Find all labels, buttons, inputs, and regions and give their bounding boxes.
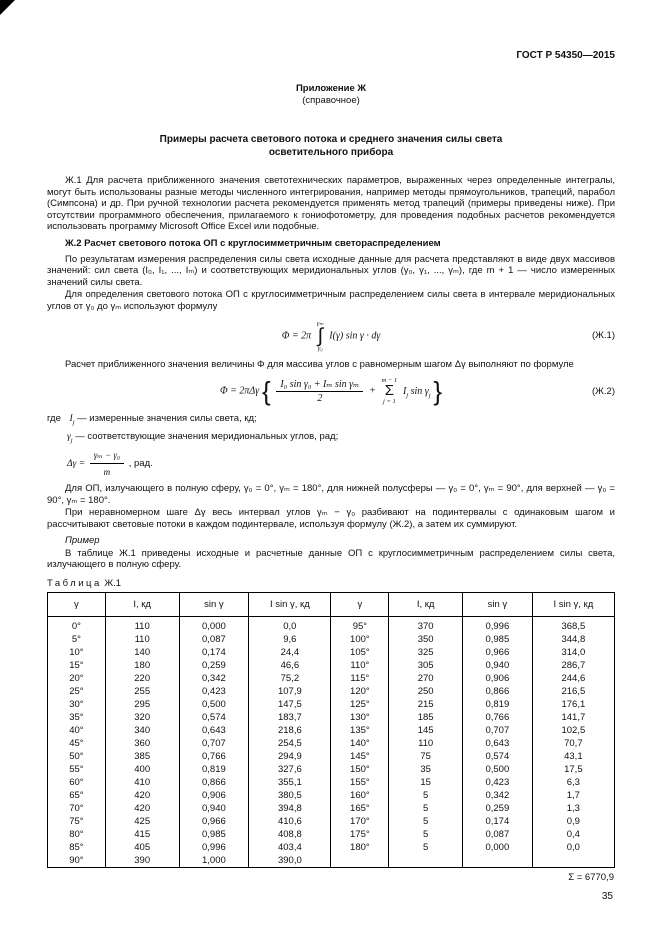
symbol-ij: $I_j$	[69, 414, 75, 427]
table-body	[48, 617, 615, 868]
equation-label-zh2: (Ж.2)	[591, 385, 615, 397]
table-cell: 141,7	[532, 711, 614, 724]
table-cell: 1,3	[532, 802, 614, 815]
example-label: Пример	[65, 535, 100, 547]
table-cell: 0,0	[532, 841, 614, 854]
table-cell: 0,423	[179, 685, 249, 698]
table-cell	[389, 854, 463, 868]
table-cell: 0,866	[179, 776, 249, 789]
table-cell: 0,087	[179, 633, 249, 646]
fraction-numerator: I₀ sin γ₀ + Iₘ sin γₘ	[276, 379, 363, 392]
table-row	[48, 672, 615, 685]
table-cell: 270	[389, 672, 463, 685]
table-cell: 0,259	[463, 802, 533, 815]
table-cell: 176,1	[532, 698, 614, 711]
table-cell: 0,259	[179, 659, 249, 672]
table-cell: 320	[105, 711, 179, 724]
table-cell: 286,7	[532, 659, 614, 672]
sum-body-sub2: j	[428, 391, 431, 399]
table-cell: 403,4	[249, 841, 331, 854]
where-lead: где	[47, 413, 61, 425]
table-cell: 254,5	[249, 737, 331, 750]
table-cell: 0,342	[463, 789, 533, 802]
paragraph-zh1: Ж.1 Для расчета приближенного значения светотехнических параметров, выраженных через определенные интегралы, могут быть использованы разные методы численного интегрирования, например методы прямоугольников, трапеций, парабол (Симпсона) и др. При ручной технологии расчета рекомендуется применять метод трапеций (примеры приведены ниже). При отсутствии программного обеспечения, прилагаемого к гониофотометру, для проведения подобных расчетов рекомендуется использовать программу Microsoft Office Excel или подобные.	[47, 175, 615, 233]
formula-prefix: Φ = 2π	[281, 330, 312, 342]
table-cell: 314,0	[532, 646, 614, 659]
table-cell: 65°	[69, 790, 84, 802]
table-cell: 1,7	[532, 789, 614, 802]
paragraph-table-intro: В таблице Ж.1 приведены исходные и расчетные данные ОП с круглосимметричным распределением силы света, излучающего в полную сферу.	[47, 547, 615, 571]
table-cell	[463, 854, 533, 868]
table-cell: 344,8	[532, 633, 614, 646]
paragraph-sphere: Для ОП, излучающего в полную сферу, γ₀ = 0°, γₘ = 180°, для нижней полусферы — γ₀ = 0°, γₘ = 90°, для верхней — γ₀ = 90°, γₘ = 180°.	[47, 482, 615, 506]
table-cell: 110°	[331, 659, 389, 672]
page-title	[47, 133, 615, 159]
table-cell: 15°	[69, 660, 84, 672]
table-cell: 30°	[69, 699, 84, 711]
table-cell: 0,766	[179, 750, 249, 763]
table-cell: 327,6	[249, 763, 331, 776]
table-cell: 5°	[71, 634, 81, 646]
table-cell: 75°	[69, 816, 84, 828]
table-cell: 390,0	[249, 854, 331, 868]
table-cell: 325	[389, 646, 463, 659]
table-row	[48, 815, 615, 828]
table-row	[48, 633, 615, 646]
where-line-3	[47, 448, 615, 479]
delta-gamma-fraction: $\frac{\text{γₘ − γ₀}}{m}$	[90, 448, 124, 479]
table-cell: 165°	[331, 802, 389, 815]
table-cell: 10°	[69, 647, 84, 659]
table-cell: 250	[389, 685, 463, 698]
table-cell: 175°	[331, 828, 389, 841]
where-def-3: , рад.	[128, 457, 153, 469]
table-cell: 115°	[331, 672, 389, 685]
table-cell: 350	[389, 633, 463, 646]
table-cell: 0,423	[463, 776, 533, 789]
plus-sign: +	[369, 385, 376, 397]
table-cell: 0,985	[179, 828, 249, 841]
table-row	[48, 711, 615, 724]
data-table	[47, 592, 615, 868]
table-row	[48, 828, 615, 841]
sum-lower-limit: j = 1	[383, 398, 396, 406]
table-cell: 70,7	[532, 737, 614, 750]
integral-upper-limit: γₘ	[316, 319, 324, 327]
table-header-cell: I, кд	[389, 593, 463, 617]
table-cell: 0,966	[179, 815, 249, 828]
table-cell: 0,643	[463, 737, 533, 750]
table-cell: 380,5	[249, 789, 331, 802]
sum-body	[403, 386, 431, 397]
fraction	[276, 379, 363, 404]
table-cell: 110	[389, 737, 463, 750]
page-number: 35	[601, 891, 613, 903]
paragraph-uneven: При неравномерном шаге Δγ весь интервал углов γₘ − γ₀ разбивают на подинтервалы с одинаковым шагом и рассчитывают световые потоки в каждом подинтервале, используя формулу (Ж.2), а затем их суммируют.	[47, 507, 615, 530]
table-cell: 20°	[69, 673, 84, 685]
table-cell: 145	[389, 724, 463, 737]
table-cell: 0,643	[179, 724, 249, 737]
table-cell: 0,174	[179, 646, 249, 659]
table-cell: 55°	[69, 764, 84, 776]
table-cell: 0,985	[463, 633, 533, 646]
table-cell: 0,574	[463, 750, 533, 763]
table-cell: 0,500	[463, 763, 533, 776]
table-cell: 147,5	[249, 698, 331, 711]
table-cell: 0,819	[179, 763, 249, 776]
table-row	[48, 724, 615, 737]
sum-total: Σ = 6770,9	[568, 872, 614, 884]
table-cell: 0,000	[179, 617, 249, 634]
table-cell: 0,500	[179, 698, 249, 711]
table-cell: 216,5	[532, 685, 614, 698]
table-cell: 340	[105, 724, 179, 737]
formula-zh2-body	[85, 377, 577, 405]
table-cell: 5	[389, 802, 463, 815]
formula-zh1-body	[85, 320, 577, 352]
table-row	[48, 685, 615, 698]
table-header-row	[48, 593, 615, 617]
table-cell: 0,574	[179, 711, 249, 724]
table-cell: 45°	[69, 738, 84, 750]
table-cell: 17,5	[532, 763, 614, 776]
table-cell: 0,342	[179, 672, 249, 685]
table-cell: 0,707	[463, 724, 533, 737]
table-cell	[532, 854, 614, 868]
table-cell: 160°	[331, 789, 389, 802]
table-row	[48, 802, 615, 815]
table-cell: 85°	[69, 842, 84, 854]
table-cell: 24,4	[249, 646, 331, 659]
table-cell: 5	[389, 789, 463, 802]
table-cell: 50°	[69, 751, 84, 763]
table-cell: 5	[389, 841, 463, 854]
table-cell: 110	[105, 617, 179, 634]
symbol-gamma-j: $\gamma_j$	[67, 432, 73, 444]
table-cell: 15	[389, 776, 463, 789]
table-cell: 220	[105, 672, 179, 685]
formula-zh1	[47, 320, 615, 352]
formula-prefix: Φ = 2πΔγ	[219, 385, 260, 397]
table-cell: 100°	[331, 633, 389, 646]
table-cell: 0,906	[179, 789, 249, 802]
table-cell: 60°	[69, 777, 84, 789]
delta-gamma-lhs: Δγ =	[67, 458, 86, 469]
table-row	[48, 763, 615, 776]
table-cell: 255	[105, 685, 179, 698]
table-cell: 0,940	[179, 802, 249, 815]
paragraph-determine: Для определения светового потока ОП с круглосимметричным распределением силы света в интервале меридиональных углов от γ₀ до γₘ используют формулу	[47, 289, 615, 312]
where-def-1: — измеренные значения силы света, кд;	[77, 413, 257, 425]
table-cell: 394,8	[249, 802, 331, 815]
table-cell: 0,966	[463, 646, 533, 659]
table-row	[48, 854, 615, 868]
table-cell: 43,1	[532, 750, 614, 763]
table-row	[48, 698, 615, 711]
table-cell: 46,6	[249, 659, 331, 672]
table-cell: 215	[389, 698, 463, 711]
table-cell: 0°	[71, 621, 81, 633]
summation-sign	[382, 377, 398, 405]
sum-body-base: I	[402, 385, 407, 397]
table-caption	[47, 578, 615, 589]
table-cell: 170°	[331, 815, 389, 828]
table-cell: 390	[105, 854, 179, 868]
table-cell: 294,9	[249, 750, 331, 763]
paragraph-calc: Расчет приближенного значения величины Φ для массива углов с равномерным шагом Δγ выполняют по формуле	[65, 358, 574, 370]
table-cell: 0,000	[463, 841, 533, 854]
table-cell: 40°	[69, 725, 84, 737]
table-cell: 305	[389, 659, 463, 672]
paragraph-results: По результатам измерения распределения силы света исходные данные для расчета представляют в виде двух массивов значений: сил света (I₀, I₁, ..., Iₘ) и соответствующих меридиональных углов (γ₀, γ₁, ..., γₘ), где m + 1 — число измеренных значений силы света.	[47, 253, 615, 288]
table-cell: 180	[105, 659, 179, 672]
where-definitions	[47, 412, 615, 479]
table-cell: 370	[389, 617, 463, 634]
gost-number: ГОСТ Р 54350—2015	[516, 50, 615, 61]
integral-lower-limit: γ₀	[317, 344, 323, 352]
page-title-line1: Примеры расчета светового потока и среднего значения силы света	[159, 134, 503, 145]
table-cell: 102,5	[532, 724, 614, 737]
table-cell: 0,996	[463, 617, 533, 634]
table-cell: 0,9	[532, 815, 614, 828]
table-cell: 145°	[331, 750, 389, 763]
table-cell: 125°	[331, 698, 389, 711]
fraction-denominator: 2	[317, 392, 323, 404]
table-cell: 0,940	[463, 659, 533, 672]
table-cell: 0,906	[463, 672, 533, 685]
table-cell: 295	[105, 698, 179, 711]
appendix-label: Приложение Ж	[295, 83, 367, 94]
table-row	[48, 789, 615, 802]
table-header-cell: I, кд	[105, 593, 179, 617]
table-cell: 150°	[331, 763, 389, 776]
table-cell: 410,6	[249, 815, 331, 828]
page-title-line2: осветительного прибора	[268, 147, 394, 158]
table-cell: 0,087	[463, 828, 533, 841]
table-cell: 130°	[331, 711, 389, 724]
table-header-cell: sin γ	[179, 593, 249, 617]
appendix-block	[47, 83, 615, 107]
table-cell: 420	[105, 789, 179, 802]
table-cell: 368,5	[532, 617, 614, 634]
table-cell: 75,2	[249, 672, 331, 685]
table-row	[48, 841, 615, 854]
table-row	[48, 617, 615, 634]
table-cell: 135°	[331, 724, 389, 737]
table-row	[48, 659, 615, 672]
table-cell: 140	[105, 646, 179, 659]
table-cell: 95°	[331, 617, 389, 634]
table-row	[48, 737, 615, 750]
table-cell: 425	[105, 815, 179, 828]
table-cell: 80°	[69, 829, 84, 841]
sum-body-mid: sin γ	[410, 385, 429, 397]
close-brace: }	[433, 376, 443, 407]
table-header-cell: I sin γ, кд	[249, 593, 331, 617]
sum-body-sub: j	[406, 391, 409, 399]
table-row	[48, 776, 615, 789]
table-cell: 140°	[331, 737, 389, 750]
open-brace: {	[261, 376, 271, 407]
table-cell: 0,174	[463, 815, 533, 828]
integral-sign	[317, 320, 324, 352]
table-cell: 90°	[69, 855, 84, 867]
table-cell	[331, 854, 389, 868]
table-cell: 355,1	[249, 776, 331, 789]
table-cell: 218,6	[249, 724, 331, 737]
table-cell: 1,000	[179, 854, 249, 868]
sum-glyph: Σ	[384, 382, 395, 400]
table-cell: 70°	[69, 803, 84, 815]
table-cell: 107,9	[249, 685, 331, 698]
table-cell: 360	[105, 737, 179, 750]
table-cell: 6,3	[532, 776, 614, 789]
table-cell: 105°	[331, 646, 389, 659]
table-cell: 110	[105, 633, 179, 646]
table-cell: 0,0	[249, 617, 331, 634]
table-cell: 75	[389, 750, 463, 763]
table-header-cell: I sin γ, кд	[532, 593, 614, 617]
table-cell: 0,819	[463, 698, 533, 711]
table-cell: 400	[105, 763, 179, 776]
table-cell: 244,6	[532, 672, 614, 685]
table-cell: 9,6	[249, 633, 331, 646]
table-row	[48, 646, 615, 659]
table-cell: 183,7	[249, 711, 331, 724]
table-cell: 5	[389, 815, 463, 828]
appendix-note: (справочное)	[302, 95, 360, 106]
table-cell: 35°	[69, 712, 84, 724]
table-caption-word: Таблица	[47, 578, 102, 590]
table-cell: 0,996	[179, 841, 249, 854]
where-line-2	[47, 430, 615, 448]
table-cell: 420	[105, 802, 179, 815]
sum-upper-limit: m − 1	[381, 377, 398, 385]
table-header-cell: γ	[331, 593, 389, 617]
table-cell: 35	[389, 763, 463, 776]
table-cell: 185	[389, 711, 463, 724]
table-caption-number: Ж.1	[104, 578, 122, 590]
formula-zh2	[47, 377, 615, 405]
table-cell: 408,8	[249, 828, 331, 841]
table-cell: 405	[105, 841, 179, 854]
table-row	[48, 750, 615, 763]
table-cell: 155°	[331, 776, 389, 789]
table-cell: 0,866	[463, 685, 533, 698]
where-line-1	[47, 412, 615, 430]
table-header-cell: sin γ	[463, 593, 533, 617]
formula-integrand: I(γ) sin γ · dγ	[329, 330, 381, 342]
table-cell: 5	[389, 828, 463, 841]
table-header-cell: γ	[48, 593, 106, 617]
table-cell: 415	[105, 828, 179, 841]
table-cell: 385	[105, 750, 179, 763]
table-cell: 410	[105, 776, 179, 789]
where-def-2: — соответствующие значения меридиональных углов, рад;	[75, 431, 339, 443]
table-cell: 25°	[69, 686, 84, 698]
integral-glyph: ∫	[317, 324, 323, 347]
table-cell: 0,4	[532, 828, 614, 841]
table-cell: 120°	[331, 685, 389, 698]
section-heading-zh2: Ж.2 Расчет светового потока ОП с круглосимметричным светораспределением	[65, 237, 441, 249]
table-cell: 0,707	[179, 737, 249, 750]
table-cell: 180°	[331, 841, 389, 854]
equation-label-zh1: (Ж.1)	[591, 330, 615, 342]
scan-corner-artifact	[0, 0, 15, 15]
table-cell: 0,766	[463, 711, 533, 724]
